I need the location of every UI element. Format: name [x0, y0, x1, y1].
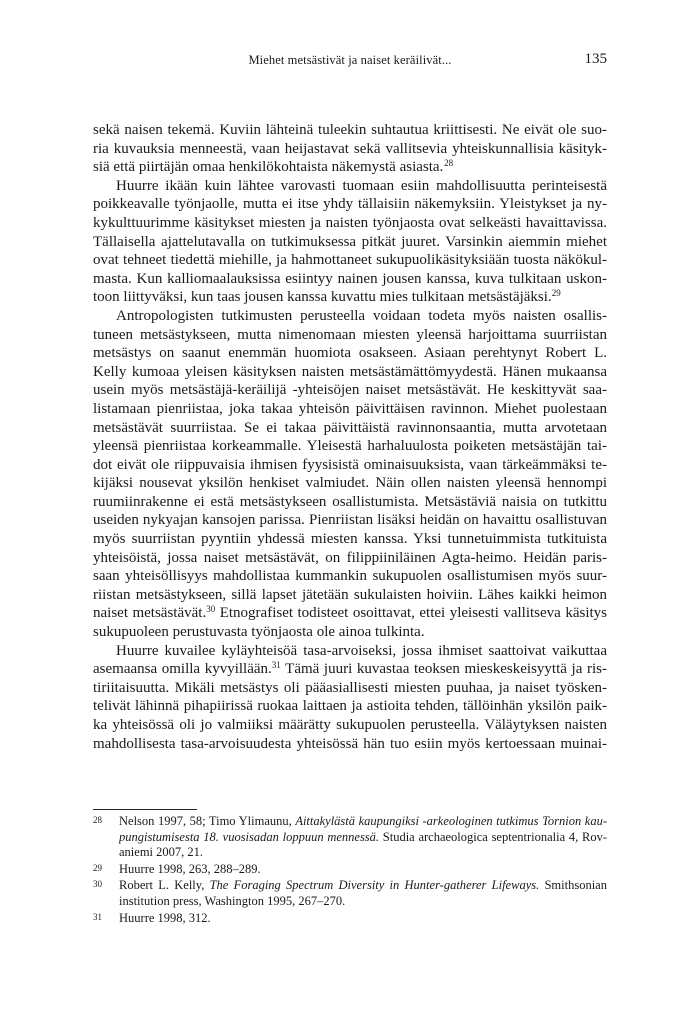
footnote-line: institution press, Washington 1995, 267–270.	[119, 893, 346, 908]
text-line: saan yhteisöllisyys mahdollistaa kummankin sukupuolen osallistumisen myös suur-	[93, 568, 607, 585]
text-line: telivät lähinnä pihapiirissä ruokaa laittaen ja astioita tehden, tällöinhän yksilön paik-	[93, 698, 607, 715]
text-line: ka yhteisössä oli jo valmiiksi määrätty sukupuolen perusteella. Väläytyksen naisten	[93, 717, 607, 733]
footnote-text: Studia archaeologica septentrionalia 4, Rov-	[379, 829, 607, 844]
footnote-line	[119, 814, 607, 830]
text-line: usein myös metsästäjä-keräilijä -yhteisöjen naiset metsästävät. He keskittyvät saa-	[93, 382, 607, 399]
footnote-text: Nelson 1997, 58; Timo Ylimaunu,	[119, 814, 296, 828]
footnote-line	[119, 830, 607, 846]
text-line: tuneen metsästykseen, mutta nimenomaan miesten yleensä harjoittama suurriistan	[93, 326, 607, 343]
text-line: Antropologisten tutkimusten perusteella voidaan todeta myös naisten osallis-	[116, 307, 607, 324]
text-line-content: toon liittyväksi, kun taas jousen kanssa kuvattu mies tulkitaan metsästäjäksi.	[93, 289, 552, 306]
text-line: poikkeavalle työnjaolle, mutta ei itse yhdy tällaisiin näkemyksiin. Yleistykset ja ny-	[93, 196, 607, 213]
running-title: Miehet metsästivät ja naiset keräilivät...	[248, 53, 452, 67]
footnote-ref: 30	[206, 604, 216, 615]
text-line: ria kuvauksia menneestä, vaan heijastavat sekä vallitsevia yhteiskunnallisia käsityk-	[93, 140, 607, 157]
text-line: Tällaisella ajattelutavalla on tutkimuksessa pitkät juuret. Varsinkin aiemmin miehet	[93, 233, 607, 250]
footnote-ref: 29	[551, 288, 561, 299]
text-line: masta. Kun kalliomaalauksissa esiintyy nainen jousen kanssa, kuva tulkitaan uskon-	[93, 270, 607, 287]
text-line: myös suurriistan pyyntiin yhdessä miesten kanssa. Yksi tunnetuimmista tutkituista	[93, 531, 607, 548]
text-line: useiden nykyajan kansojen parissa. Pienriistan lisäksi heidän on havaittu osallistuvan	[93, 512, 607, 529]
text-line: listamaan pienriistaa, joka takaa yhteisön päivittäisen ravinnon. Miehet puolestaan	[93, 400, 607, 417]
footnote-number: 31	[93, 911, 102, 922]
text-line	[93, 288, 607, 307]
footnote-29	[93, 862, 607, 878]
footnote-line	[119, 878, 607, 894]
running-header	[93, 53, 607, 73]
text-line: sekä naisen tekemä. Kuviin lähteinä tuleekin suhtautua kriittisesti. Ne eivät ole suo-	[93, 122, 607, 138]
text-line: sukupuoleen perustuvasta työnjaosta ole ainoa tulkinta.	[93, 624, 425, 641]
text-line: Kelly kumoaa yleisen käsityksen naisten metsästämättömyydestä. Hänen mukaansa	[93, 363, 607, 380]
footnote-number: 29	[93, 862, 102, 873]
footnote-31	[93, 911, 607, 927]
text-line-content: naiset metsästävät.	[93, 605, 207, 622]
footnote-ref: 31	[271, 660, 281, 671]
text-line: tiriitaisuutta. Mikäli metsästys oli pääasiallisesti miesten puuhaa, ja naiset työsken-	[93, 679, 607, 696]
text-line: metsästys on saanut enemmän huomiota osakseen. Asiaan perehtynyt Robert L.	[93, 345, 607, 362]
footnote-line: aniemi 2007, 21.	[119, 845, 204, 860]
footnote-rule	[93, 809, 197, 810]
footnote-ref: 28	[444, 158, 454, 169]
footnote-title: The Foraging Spectrum Diversity in Hunter-gatherer Lifeways.	[209, 878, 540, 893]
page-number: 135	[584, 51, 607, 67]
footnote-line: Huurre 1998, 312.	[119, 910, 211, 925]
footnote-number: 30	[93, 879, 102, 890]
text-line: kijäksi nousevat yksilön henkiset valmiudet. Näin ollen naisten yleensä hennompi	[93, 475, 607, 492]
text-line: kykulttuurimme käsitykset miesten ja naisten työnjaosta ovat selkeästi havaittavissa.	[93, 214, 607, 231]
text-line-continuation: Tämä juuri kuvastaa teoksen mieskeskeisyyttä ja ris-	[280, 661, 607, 678]
paragraph-2	[93, 177, 607, 307]
text-line: dot eivät ole riippuvaisia ihmisen fyysisistä ominaisuuksista, vaan tärkeämmäksi te-	[93, 456, 607, 473]
footnote-text: Robert L. Kelly,	[119, 878, 210, 893]
text-line: riistan metsästykseen, sillä lapset jätetään sukulaisten hoiviin. Lähes kaikki heimon	[93, 586, 607, 603]
text-line: yhteisöistä, jossa naiset metsästävät, on filippiiniläinen Agta-heimo. Heidän paris-	[93, 549, 607, 566]
text-line: ovat tehneet tiedettä miehille, ja hahmottaneet sukupuolikäsityksiään tuosta näkökul-	[93, 252, 607, 269]
text-line	[93, 660, 607, 679]
text-line: mahdollisesta tasa-arvoisuudesta yhteisössä hän tuo esiin myös kertoessaan muinai-	[93, 735, 607, 752]
text-line: yleensä pienriistaa korkeammalle. Yleisestä harhaluulosta poiketen metsästäjän tai-	[93, 438, 607, 455]
text-line-content: siä että piirtäjän omaa henkilökohtaista näkemystä asiasta.	[93, 159, 444, 176]
text-line	[93, 604, 607, 623]
text-line: Huurre ikään kuin lähtee varovasti tuomaan esiin mahdollisuutta perinteisestä	[116, 177, 607, 194]
text-line: ruumiinrakenne ei estä metsästykseen osallistumista. Metsästäviä naisia on tutkittu	[93, 493, 607, 510]
footnote-number: 28	[93, 815, 102, 825]
paragraph-4	[93, 642, 607, 754]
footnote-line: Huurre 1998, 263, 288–289.	[119, 861, 261, 876]
footnote-title: Aittakylästä kaupungiksi -arkeologinen tutkimus Tornion kau-	[295, 814, 607, 828]
footnote-28	[93, 814, 607, 861]
text-line-continuation: Etnografiset todisteet osoittavat, ettei yleisesti vallitseva käsitys	[215, 605, 607, 622]
paragraph-3	[93, 307, 607, 642]
text-line: metsästävät suurriistaa. Se ei takaa päivittäistä ravinnonsaantia, mutta arvotetaan	[93, 419, 607, 436]
text-line	[93, 158, 607, 177]
footnote-title: pungistumisesta 18. vuosisadan loppuun mennessä.	[119, 829, 380, 844]
footnote-30	[93, 878, 607, 909]
text-line: Huurre kuvailee kyläyhteisöä tasa-arvoiseksi, jossa ihmiset saattoivat vaikuttaa	[116, 642, 607, 659]
paragraph-1	[93, 121, 607, 177]
text-line-content: asemaansa omilla kyvyillään.	[93, 661, 272, 678]
footnotes	[93, 814, 607, 927]
footnote-text: Smithsonian	[539, 878, 607, 893]
body-text	[93, 121, 607, 753]
